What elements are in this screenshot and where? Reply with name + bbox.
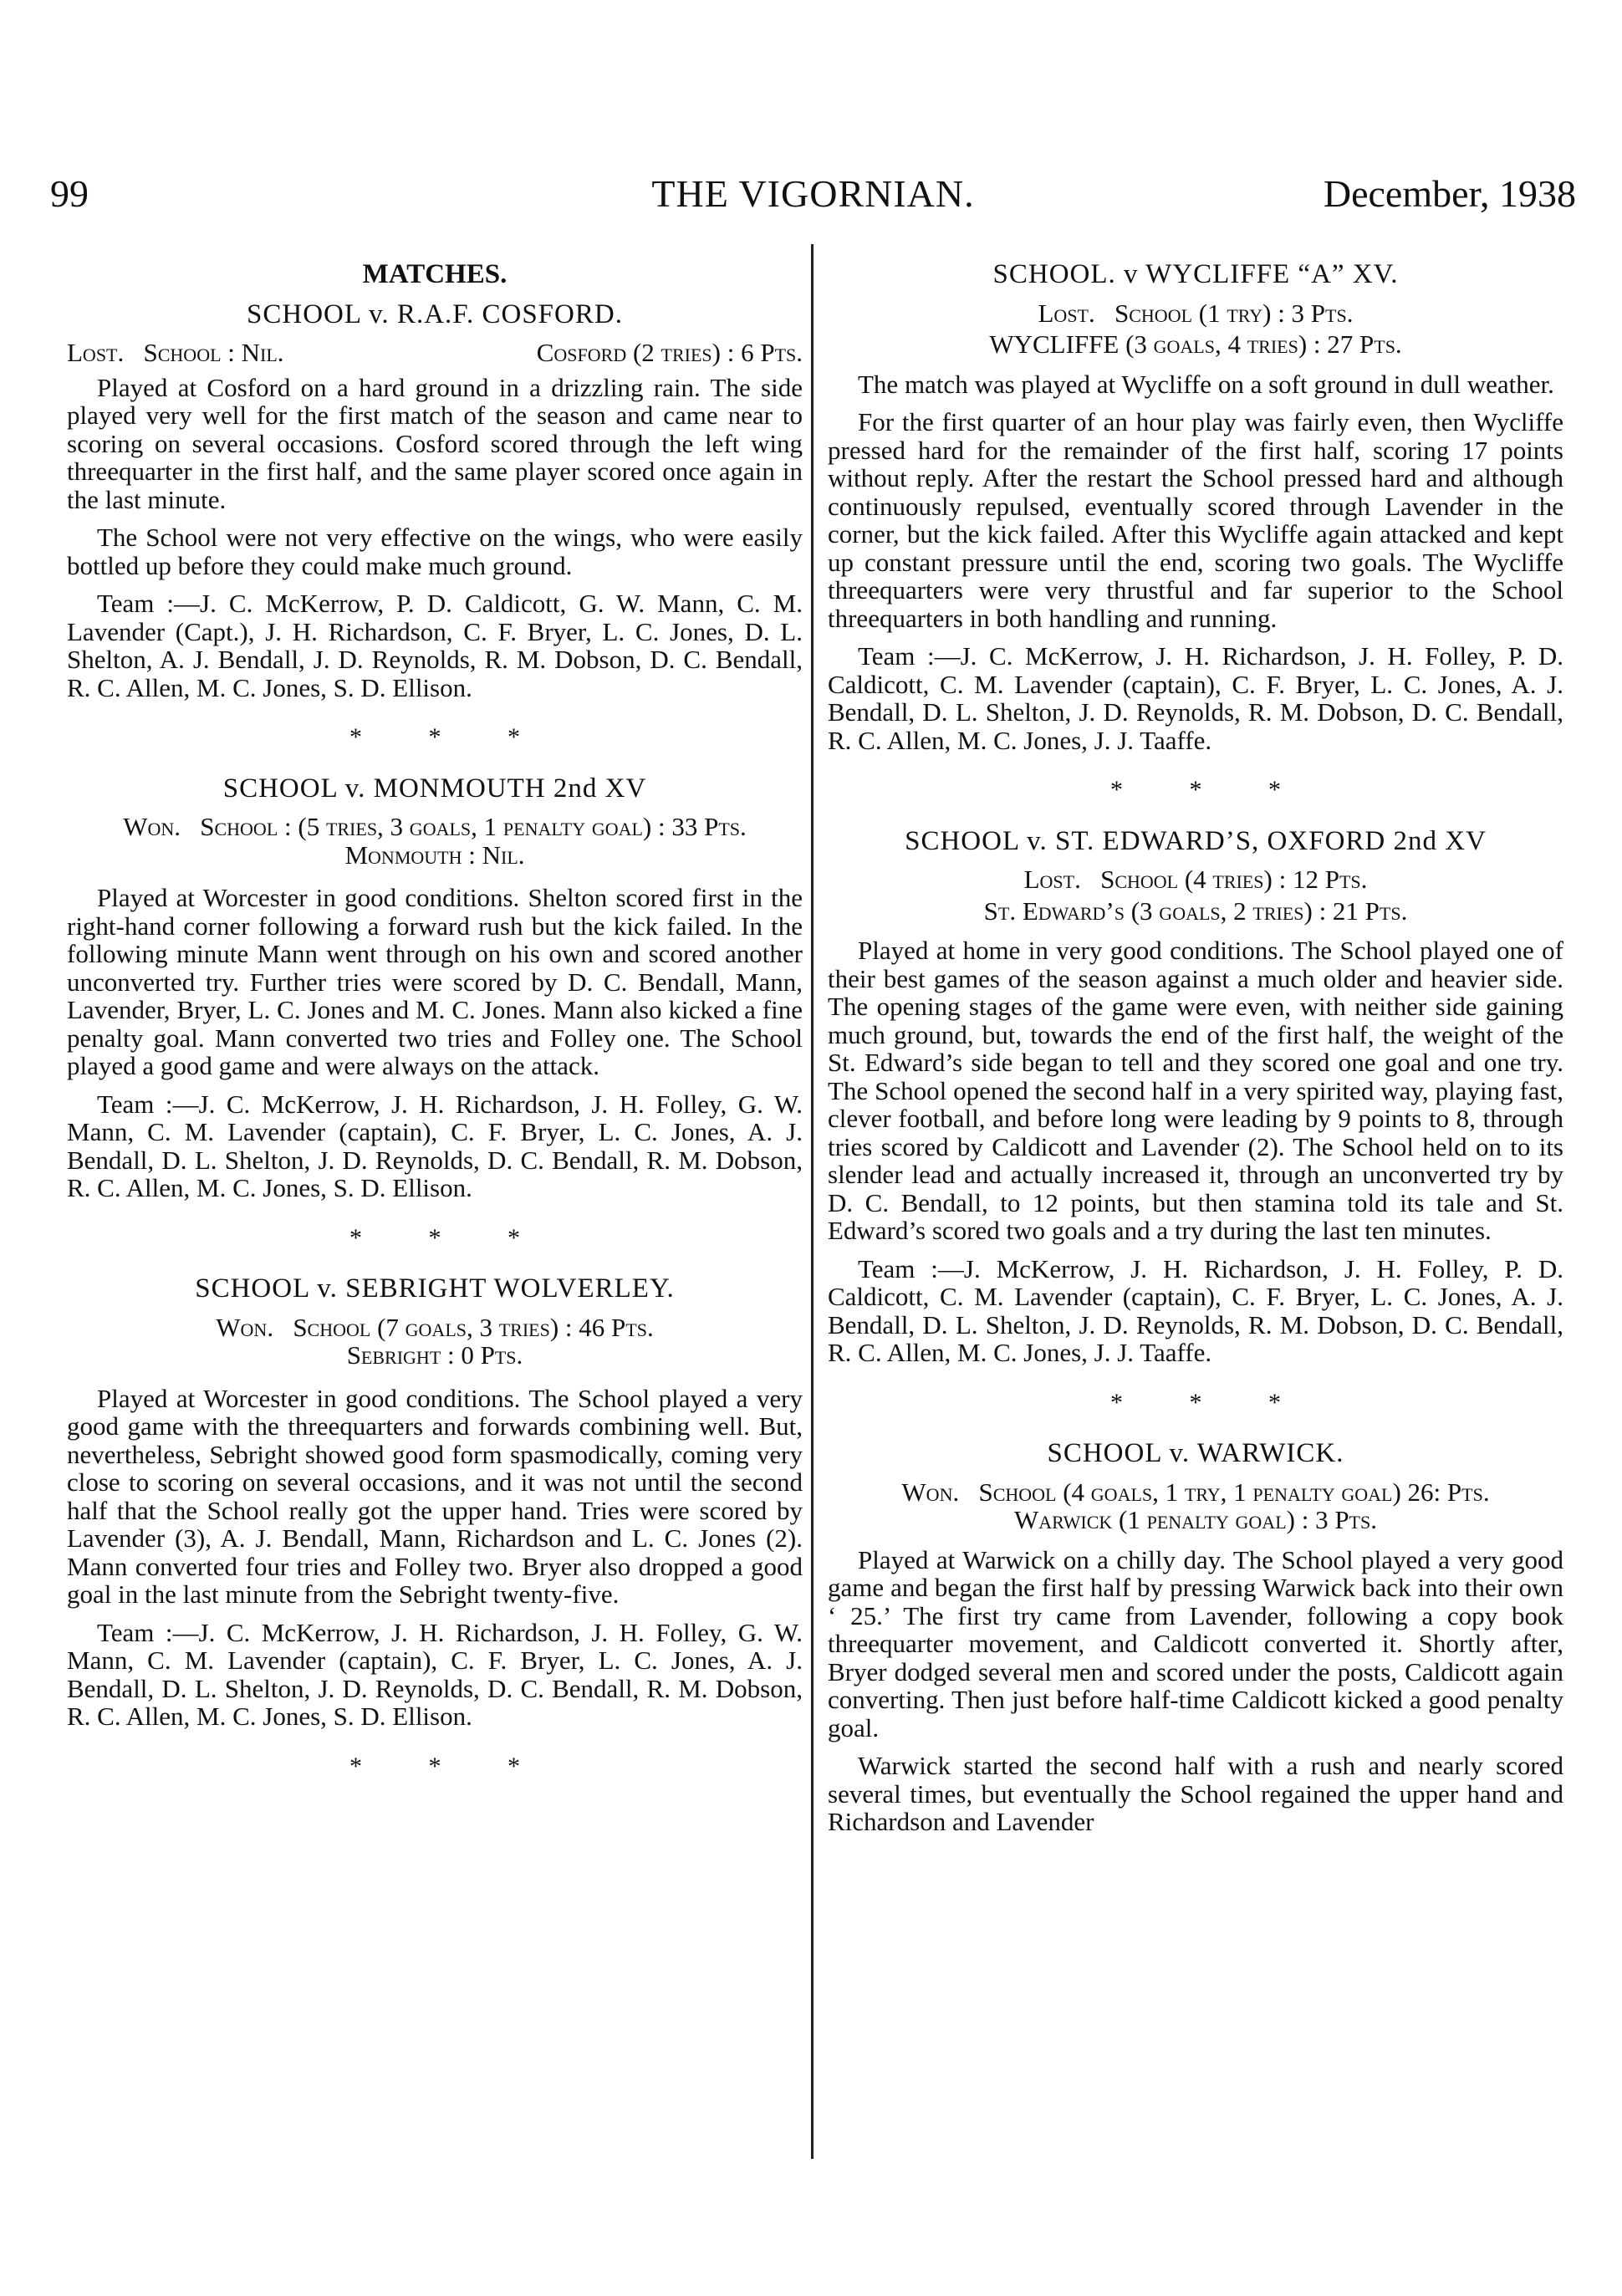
result-opponent: Sebright : 0 Pts. [346, 1340, 523, 1370]
left-column [67, 261, 803, 1804]
page-header [50, 171, 1576, 222]
match-title: SCHOOL v. R.A.F. COSFORD. [247, 298, 623, 329]
section-separator: * * * [349, 1752, 550, 1780]
match-result-opponent [828, 897, 1563, 926]
section-separator: * * * [1110, 776, 1311, 804]
team-list: Team :—J. C. McKerrow, J. H. Richardson, J. H. Folley, G. W. Mann, C. M. Lavender (captain), C. F. Bryer, L. C. Jones, A. J. Bendall, D. L. Shelton, J. D. Reynolds, D. C. Bendall, R. M. Dobson, R. C. Allen, M. C. Jones, S. D. Ellison. [67, 1617, 803, 1731]
right-column [828, 261, 1563, 1846]
match-paragraph: The match was played at Wycliffe on a soft ground in dull weather. [858, 369, 1554, 399]
match-paragraph: Played at Worcester in good conditions. Shelton scored first in the right-hand corner following a forward rush but the kick failed. In the following minute Mann went through on his own and scored another unconverted try. Further tries were scored by D. C. Bendall, Mann, Lavender, Bryer, L. C. Jones and M. C. Jones. Mann also kicked a fine penalty goal. Mann converted two tries and Folley one. The School played a good game and were always on the attack. [67, 883, 803, 1080]
issue-date: December, 1938 [1323, 172, 1576, 215]
match-result [67, 813, 803, 841]
match-title: SCHOOL. v WYCLIFFE “A” XV. [992, 259, 1399, 289]
team-list: Team :—J. C. McKerrow, J. H. Richardson, J. H. Folley, P. D. Caldicott, C. M. Lavender (captain), C. F. Bryer, L. C. Jones, A. J. Bendall, D. L. Shelton, J. D. Reynolds, R. M. Dobson, D. C. Bendall, R. C. Allen, M. C. Jones, J. J. Taaffe. [828, 641, 1563, 755]
match-result [828, 299, 1563, 328]
match-result-opponent [67, 1341, 803, 1370]
publication-title: THE VIGORNIAN. [651, 172, 975, 215]
column-divider [811, 244, 814, 2159]
match-paragraph: For the first quarter of an hour play was fairly even, then Wycliffe pressed hard for the remainder of the first half, scoring 17 points without reply. After the restart the School pressed hard and although continuously repulsed, eventually scored through Lavender in the corner, but the kick failed. After this Wycliffe again attacked and kept up constant pressure until the end, scoring two goals. The Wycliffe threequarters were very thrustful and far superior to the School threequarters in both handling and running. [828, 407, 1563, 633]
match-paragraph: Played at Worcester in good conditions. The School played a very good game with the threequarters and forwards combining well. But, nevertheless, Sebright showed good form spasmodically, coming very close to scoring on several occasions, and it was not until the second half that the School really got the upper hand. Tries were scored by Lavender (3), A. J. Bendall, Mann, Richardson and L. C. Jones (2). Mann converted four tries and Folley two. Bryer also dropped a good goal in the last minute from the Sebright twenty-five. [67, 1383, 803, 1609]
result-school: Lost. School (1 try) : 3 Pts. [1038, 298, 1354, 328]
match-report-monmouth [67, 775, 803, 1202]
page-number: 99 [50, 172, 89, 215]
match-title: SCHOOL v. SEBRIGHT WOLVERLEY. [195, 1273, 675, 1304]
match-report-st-edwards [828, 825, 1563, 1367]
match-paragraph: Warwick started the second half with a rush and nearly scored several times, but eventually the School regained the upper hand and Richardson and Lavender [828, 1751, 1563, 1836]
match-report-cosford [67, 298, 803, 702]
result-school: Won. School (7 goals, 3 tries) : 46 Pts. [216, 1312, 654, 1342]
result-school: Lost. School : Nil. [67, 338, 284, 367]
result-opponent: Cosford (2 tries) : 6 Pts. [536, 338, 803, 367]
match-paragraph: Played at home in very good conditions. The School played one of their best games of the season against a much older and heavier side. The opening stages of the game were even, with neither side gaining much ground, but, towards the end of the first half, the weight of the St. Edward’s side began to tell and they scored one goal and one try. The School opened the second half in a very spirited way, playing fast, clever football, and before long were leading by 9 points to 8, through tries scored by Caldicott and Lavender (2). The School held on to its slender lead and actually increased it, through an unconverted try by D. C. Bendall, to 12 points, but then stamina told its tale and St. Edward’s scored two goals and a try during the last ten minutes. [828, 936, 1563, 1245]
match-result-opponent [828, 1506, 1563, 1534]
match-title: SCHOOL v. MONMOUTH 2nd XV [222, 773, 647, 804]
match-report-warwick [828, 1440, 1563, 1836]
section-separator: * * * [349, 723, 550, 751]
result-school: Lost. School (4 tries) : 12 Pts. [1023, 865, 1368, 894]
section-separator: * * * [349, 1223, 550, 1252]
match-paragraph: The School were not very effective on the wings, who were easily bottled up before they could make much ground. [67, 523, 803, 580]
result-opponent: Monmouth : Nil. [344, 839, 525, 870]
result-opponent: WYCLIFFE (3 goals, 4 tries) : 27 Pts. [989, 329, 1402, 359]
match-result-opponent [828, 330, 1563, 359]
section-separator: * * * [1110, 1388, 1311, 1416]
team-list: Team :—J. McKerrow, J. H. Richardson, J. H. Folley, P. D. Caldicott, C. M. Lavender (captain), C. F. Bryer, L. C. Jones, A. J. Bendall, D. L. Shelton, J. D. Reynolds, R. M. Dobson, D. C. Bendall, R. C. Allen, M. C. Jones, J. J. Taaffe. [828, 1253, 1563, 1367]
result-school: Won. School (4 goals, 1 try, 1 penalty goal) 26: Pts. [901, 1477, 1490, 1507]
match-result [67, 339, 803, 367]
match-report-wycliffe [828, 261, 1563, 754]
match-result [828, 865, 1563, 894]
match-result [828, 1478, 1563, 1507]
match-result-opponent [67, 841, 803, 870]
team-list: Team :—J. C. McKerrow, J. H. Richardson, J. H. Folley, G. W. Mann, C. M. Lavender (captain), C. F. Bryer, L. C. Jones, A. J. Bendall, D. L. Shelton, J. D. Reynolds, D. C. Bendall, R. M. Dobson, R. C. Allen, M. C. Jones, S. D. Ellison. [67, 1089, 803, 1202]
team-list: Team :—J. C. McKerrow, P. D. Caldicott, G. W. Mann, C. M. Lavender (Capt.), J. H. Richardson, C. F. Bryer, L. C. Jones, D. L. Shelton, A. J. Bendall, J. D. Reynolds, R. M. Dobson, D. C. Bendall, R. C. Allen, M. C. Jones, S. D. Ellison. [67, 589, 803, 702]
match-paragraph: Played at Warwick on a chilly day. The School played a very good game and began the first half by pressing Warwick back into their own ‘ 25.’ The first try came from Lavender, following a copy book threequarter movement, and Caldicott converted it. Shortly after, Bryer dodged several men and scored under the posts, Caldicott again converting. Then just before half-time Caldicott kicked a good penalty goal. [828, 1544, 1563, 1742]
match-title: SCHOOL v. WARWICK. [1047, 1438, 1344, 1468]
match-result [67, 1314, 803, 1342]
result-school: Won. School : (5 tries, 3 goals, 1 penalty goal) : 33 Pts. [123, 812, 747, 841]
match-title: SCHOOL v. ST. EDWARD’S, OXFORD 2nd XV [905, 825, 1487, 856]
section-heading: MATCHES. [362, 259, 508, 289]
match-paragraph: Played at Cosford on a hard ground in a drizzling rain. The side played very well for the first match of the season and came near to scoring on several occasions. Cosford scored through the left wing threequarter in the first half, and the same player scored once again in the last minute. [67, 372, 803, 514]
result-opponent: Warwick (1 penalty goal) : 3 Pts. [1014, 1505, 1377, 1534]
match-report-sebright [67, 1275, 803, 1731]
result-opponent: St. Edward’s (3 goals, 2 tries) : 21 Pts. [983, 895, 1408, 926]
